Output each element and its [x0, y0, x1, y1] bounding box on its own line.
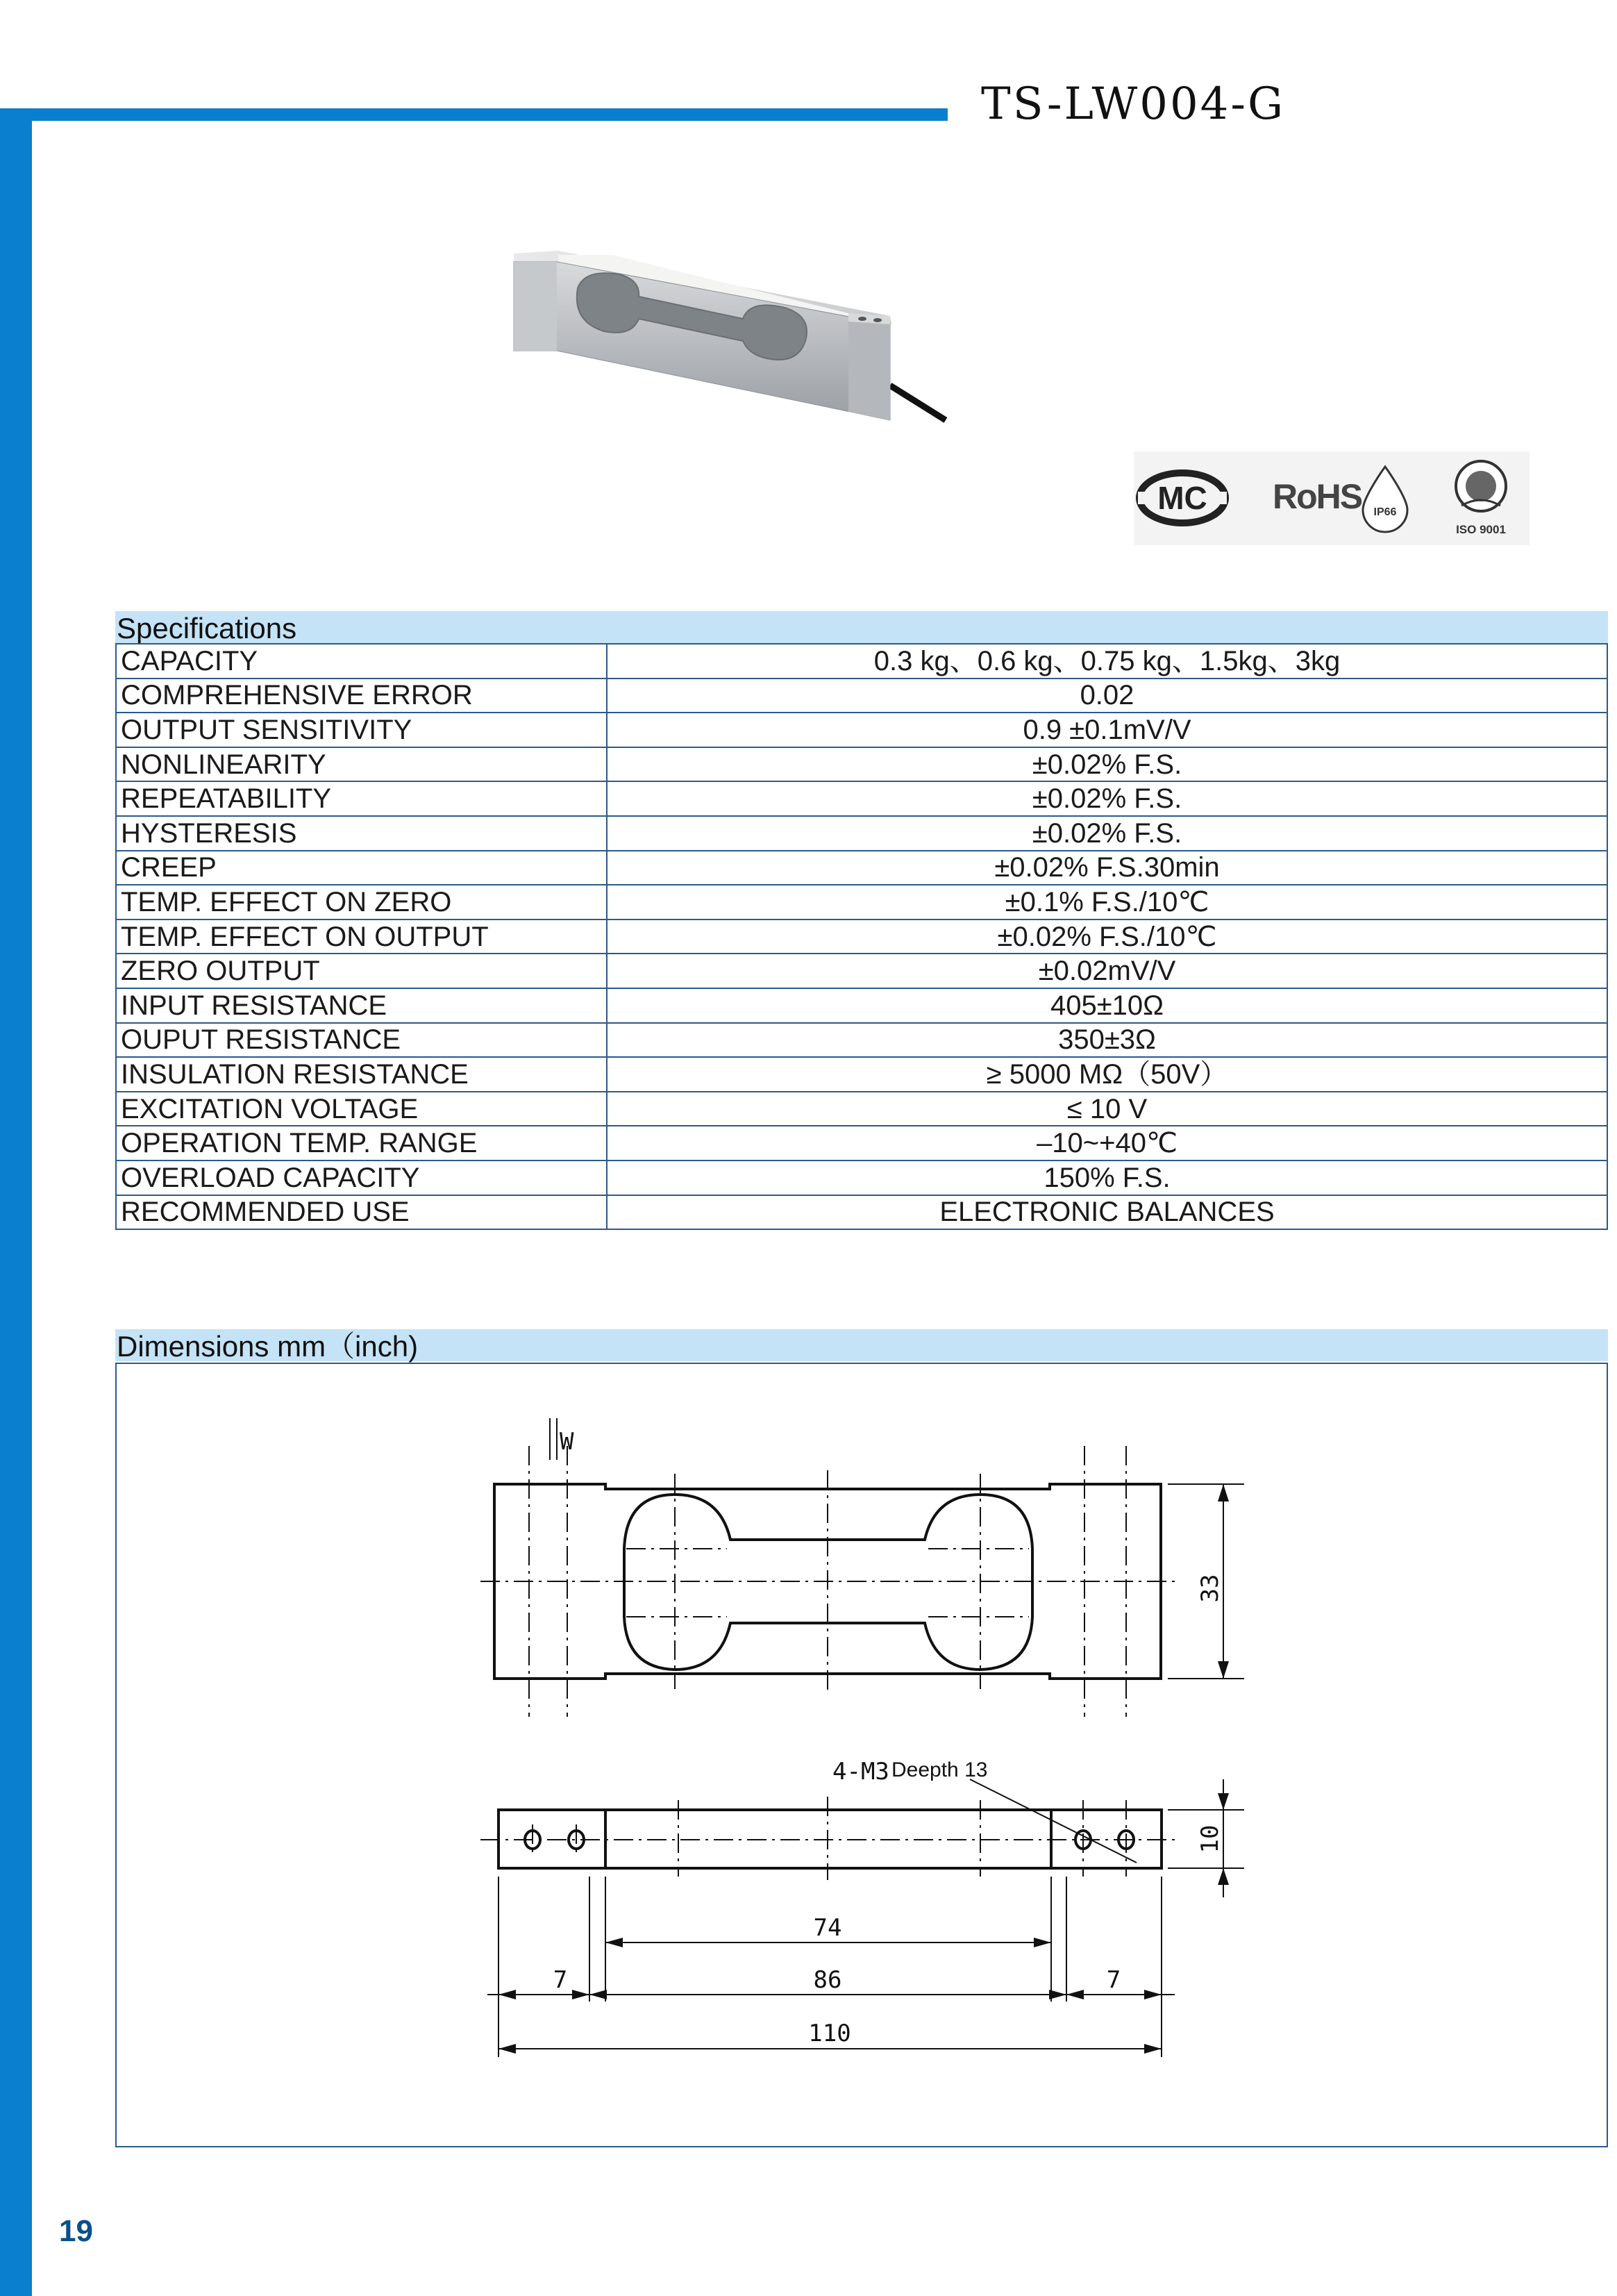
spec-value: ±0.02% F.S. [607, 781, 1607, 816]
spec-value: 0.02 [607, 679, 1607, 713]
certification-logos [1134, 451, 1530, 545]
spec-parameter: TEMP. EFFECT ON ZERO [116, 885, 607, 920]
ip66-drop-icon [1363, 467, 1407, 532]
svg-text:IP66: IP66 [1373, 506, 1397, 518]
dimensions-frame [115, 1363, 1608, 2147]
model-title: TS-LW004-G [981, 78, 1286, 130]
spec-parameter: OUPUT RESISTANCE [116, 1023, 607, 1058]
spec-value: –10~+40℃ [607, 1126, 1607, 1161]
spec-value: ELECTRONIC BALANCES [607, 1195, 1607, 1230]
spec-parameter: OVERLOAD CAPACITY [116, 1161, 607, 1195]
spec-parameter: TEMP. EFFECT ON OUTPUT [116, 920, 607, 954]
spec-parameter: ZERO OUTPUT [116, 954, 607, 988]
spec-value: 0.9 ±0.1mV/V [607, 713, 1607, 747]
spec-value: 150% F.S. [607, 1161, 1607, 1195]
spec-parameter: RECOMMENDED USE [116, 1195, 607, 1230]
spec-value: 0.3 kg、0.6 kg、0.75 kg、1.5kg、3kg [607, 644, 1607, 679]
dimension-drawing [117, 1364, 1607, 2146]
hole-span-label: 74 [813, 1914, 842, 1942]
spec-row [116, 1126, 1607, 1161]
spec-parameter: CAPACITY [116, 644, 607, 679]
specifications-header: Specifications [115, 611, 1608, 643]
mid-span-label: 86 [813, 1966, 842, 1994]
spec-value: 405±10Ω [607, 988, 1607, 1023]
spec-row [116, 954, 1607, 988]
product-photo [501, 247, 960, 469]
spec-parameter: EXCITATION VOLTAGE [116, 1092, 607, 1126]
spec-value: ±0.02% F.S./10℃ [607, 920, 1607, 954]
mc-mark-icon [1138, 473, 1227, 523]
height-label: 33 [1196, 1574, 1224, 1603]
spec-parameter: INPUT RESISTANCE [116, 988, 607, 1023]
spec-value: ±0.02% F.S.30min [607, 851, 1607, 885]
spec-value: ≥ 5000 MΩ（50V） [607, 1057, 1607, 1092]
iso9001-icon [1456, 461, 1506, 536]
hole-note-label: Deepth 13 [891, 1758, 988, 1781]
rohs-icon [1273, 477, 1362, 516]
spec-parameter: OUTPUT SENSITIVITY [116, 713, 607, 747]
spec-parameter: NONLINEARITY [116, 747, 607, 782]
svg-text:MC: MC [1157, 480, 1207, 516]
svg-text:RoHS: RoHS [1273, 477, 1362, 516]
spec-row [116, 1023, 1607, 1058]
spec-value: ±0.02mV/V [607, 954, 1607, 988]
end-right-label: 7 [1106, 1966, 1121, 1994]
left-accent-bar [0, 111, 32, 2296]
spec-row [116, 644, 1607, 679]
top-accent-bar [0, 108, 948, 121]
spec-row [116, 1092, 1607, 1126]
spec-row [116, 679, 1607, 713]
spec-parameter: COMPREHENSIVE ERROR [116, 679, 607, 713]
spec-row [116, 988, 1607, 1023]
spec-parameter: REPEATABILITY [116, 781, 607, 816]
spec-value: ±0.02% F.S. [607, 747, 1607, 782]
dimensions-header: Dimensions mm（inch) [115, 1329, 1608, 1361]
w-label: W [560, 1428, 574, 1456]
spec-row [116, 1161, 1607, 1195]
spec-parameter: HYSTERESIS [116, 816, 607, 851]
spec-value: ±0.02% F.S. [607, 816, 1607, 851]
spec-value: 350±3Ω [607, 1023, 1607, 1058]
spec-row [116, 1195, 1607, 1230]
spec-row [116, 1057, 1607, 1092]
thickness-label: 10 [1196, 1824, 1224, 1854]
end-left-label: 7 [553, 1966, 568, 1994]
spec-row [116, 713, 1607, 747]
cable [890, 385, 946, 420]
spec-row [116, 816, 1607, 851]
spec-row [116, 781, 1607, 816]
spec-parameter: CREEP [116, 851, 607, 885]
hole-code-label: 4-M3 [832, 1758, 889, 1786]
spec-row [116, 920, 1607, 954]
spec-row [116, 747, 1607, 782]
spec-parameter: INSULATION RESISTANCE [116, 1057, 607, 1092]
spec-parameter: OPERATION TEMP. RANGE [116, 1126, 607, 1161]
page-number: 19 [59, 2214, 93, 2248]
overall-length-label: 110 [808, 2020, 851, 2047]
svg-text:ISO 9001: ISO 9001 [1456, 523, 1506, 536]
specifications-table [115, 643, 1608, 1230]
spec-value: ±0.1% F.S./10℃ [607, 885, 1607, 920]
spec-row [116, 851, 1607, 885]
spec-value: ≤ 10 V [607, 1092, 1607, 1126]
spec-row [116, 885, 1607, 920]
